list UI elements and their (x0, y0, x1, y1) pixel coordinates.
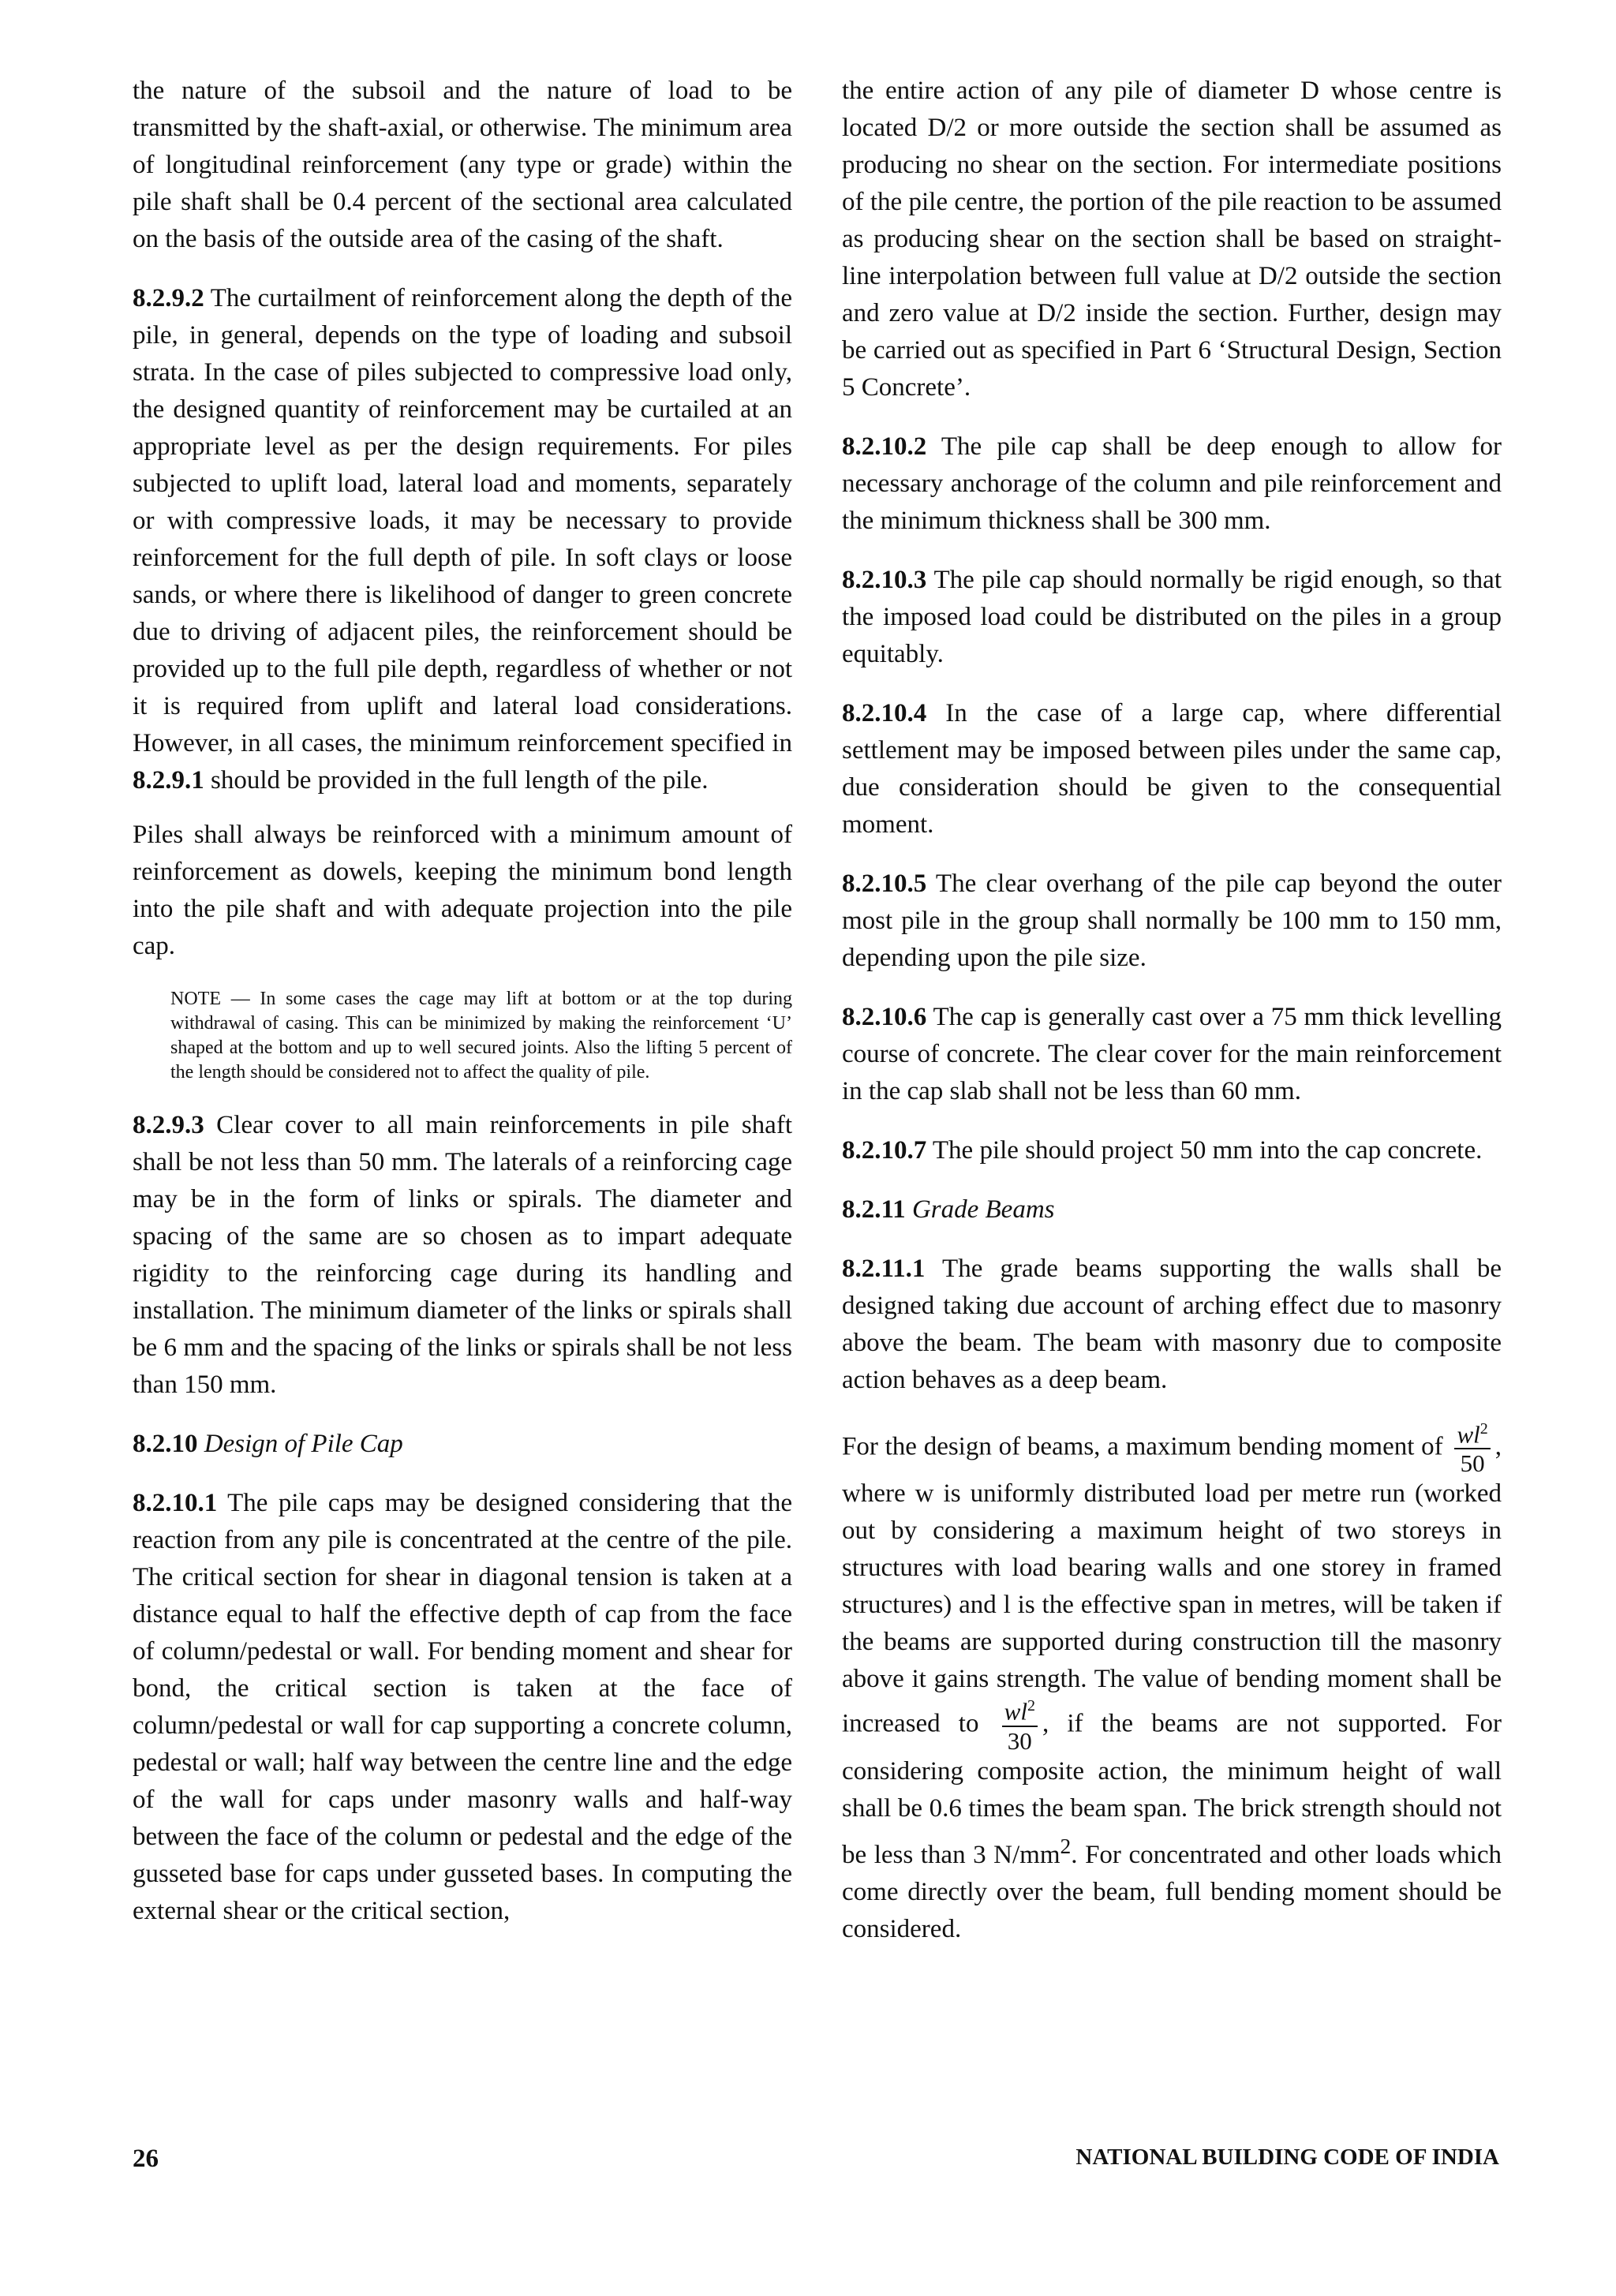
section-text: The pile caps may be designed considering that the reaction from any pile is concentrated at the centre of the pile. The critical section for shear in diagonal tension is taken at a distance equal to half the effective depth of cap from the face of column/pedestal or wall. For bending moment and shear for bond, the critical section is taken at the face of column/pedestal or wall for cap supporting a concrete column, pedestal or wall; half way between the centre line and the edge of the wall for caps under masonry walls and half-way between the face of the column or pedestal and the edge of the gusseted base for caps under gusseted bases. In computing the external shear or the critical section, (133, 1489, 792, 1925)
section-text: The pile cap shall be deep enough to allow for necessary anchorage of the column and pile reinforcement and the minimum thickness shall be 300 mm. (842, 432, 1502, 535)
section-8-2-10-4 (842, 695, 1502, 843)
section-8-2-10-7 (842, 1132, 1502, 1169)
section-text: The grade beams supporting the walls shall be designed taking due account of arching effect due to masonry above the beam. The beam with masonry due to composite action behaves as a deep beam. (842, 1255, 1502, 1394)
fraction-denominator: 30 (1007, 1726, 1032, 1755)
section-8-2-11-1 (842, 1251, 1502, 1399)
note: NOTE — In some cases the cage may lift at bottom or at the top during withdrawal of casing. This can be minimized by making the reinforcement ‘U’ shaped at the bottom and up to well secured joints. Also the lifting 5 percent of the length should be considered not to affect the quality of pile. (170, 989, 792, 1083)
section-8-2-10-2 (842, 428, 1502, 540)
beam-text: , if the beams are not supported. For considering composite action, the minimum height of wall shall be 0.6 times the beam span. The brick strength should not be less than 3 N/mm (842, 1709, 1502, 1869)
unit-exponent: 2 (1060, 1833, 1072, 1858)
section-number: 8.2.10.7 (842, 1136, 927, 1165)
paragraph-beam-design (842, 1421, 1502, 1948)
section-8-2-10-1 (133, 1485, 792, 1930)
section-number: 8.2.11.1 (842, 1255, 926, 1283)
beam-text: , where w is uniformly distributed load per metre run (worked out by considering a maximum height of two storeys in structures with load bearing walls and one storey in framed structures) and l is the effective span in metres, will be taken if the beams are supported during construction till the masonry above it gains strength. The value of bending moment shall be increased to (842, 1432, 1502, 1738)
section-text: In the case of a large cap, where differential settlement may be imposed between piles under the same cap, due consideration should be given to the consequential moment. (842, 699, 1502, 839)
section-8-2-10-6 (842, 999, 1502, 1110)
section-text: The pile cap should normally be rigid enough, so that the imposed load could be distributed on the piles in a group equitably. (842, 566, 1502, 668)
fraction-numerator (1454, 1421, 1490, 1449)
section-8-2-10-3 (842, 562, 1502, 673)
section-8-2-9-3 (133, 1107, 792, 1404)
section-reference: 8.2.9.1 (133, 766, 204, 795)
heading-8-2-11 (842, 1191, 1502, 1228)
numerator-exponent: 2 (1479, 1420, 1488, 1438)
section-title: Grade Beams (905, 1195, 1055, 1224)
section-title: Design of Pile Cap (197, 1430, 403, 1458)
section-number: 8.2.10 (133, 1430, 198, 1458)
beam-text: For the design of beams, a maximum bending moment of (842, 1432, 1450, 1461)
right-column (842, 73, 1502, 1948)
heading-8-2-10 (133, 1426, 792, 1463)
fraction-wl2-over-30 (1002, 1697, 1038, 1755)
page-number: 26 (133, 2145, 159, 2173)
section-text: should be provided in the full length of the pile. (204, 766, 709, 795)
section-text: The clear overhang of the pile cap beyond the outer most pile in the group shall normally be 100 mm to 150 mm, depending upon the pile size. (842, 869, 1502, 972)
section-number: 8.2.10.4 (842, 699, 927, 727)
section-number: 8.2.11 (842, 1195, 906, 1224)
section-text: Clear cover to all main reinforcements in pile shaft shall be not less than 50 mm. The laterals of a reinforcing cage may be in the form of links or spirals. The diameter and spacing of the same are so chosen as to impart adequate rigidity to the reinforcing cage during its handling and installation. The minimum diameter of the links or spirals shall be 6 mm and the spacing of the links or spirals shall be not less than 150 mm. (133, 1111, 792, 1399)
section-number: 8.2.9.3 (133, 1111, 204, 1139)
section-text: The pile should project 50 mm into the cap concrete. (926, 1136, 1483, 1165)
paragraph-dowels: Piles shall always be reinforced with a minimum amount of reinforcement as dowels, keeping the minimum bond length into the pile shaft and with adequate projection into the pile cap. (133, 821, 792, 960)
section-text: The curtailment of reinforcement along the depth of the pile, in general, depends on the type of loading and subsoil strata. In the case of piles subjected to compressive load only, the designed quantity of reinforcement may be curtailed at an appropriate level as per the design requirements. For piles subjected to uplift load, lateral load and moments, separately or with compressive loads, it may be necessary to provide reinforcement for the full depth of pile. In soft clays or loose sands, or where there is likelihood of danger to green concrete due to driving of adjacent piles, the reinforcement should be provided up to the full pile depth, regardless of whether or not it is required from uplift and lateral load considerations. However, in all cases, the minimum reinforcement specified in (133, 284, 792, 757)
fraction-denominator: 50 (1460, 1449, 1485, 1478)
section-number: 8.2.10.6 (842, 1003, 927, 1031)
numerator-text: wl (1457, 1420, 1480, 1449)
section-number: 8.2.10.5 (842, 869, 927, 898)
left-column (133, 73, 792, 1930)
running-footer: NATIONAL BUILDING CODE OF INDIA (1075, 2145, 1499, 2170)
section-number: 8.2.10.1 (133, 1489, 218, 1517)
section-8-2-10-5 (842, 866, 1502, 977)
section-number: 8.2.10.2 (842, 432, 927, 461)
fraction-wl2-over-50 (1454, 1420, 1490, 1478)
fraction-numerator (1002, 1698, 1038, 1726)
numerator-text: wl (1004, 1697, 1027, 1726)
paragraph-pile-action: the entire action of any pile of diameter D whose centre is located D/2 or more outside the section shall be assumed as producing no shear on the section. For intermediate positions of the pile centre, the portion of the pile reaction to be assumed as producing shear on the section shall be based on straight-line interpolation between full value at D/2 outside the section and zero value at D/2 inside the section. Further, design may be carried out as specified in Part 6 ‘Structural Design, Section 5 Concrete’. (842, 77, 1502, 402)
section-8-2-9-2 (133, 280, 792, 799)
section-text: The cap is generally cast over a 75 mm thick levelling course of concrete. The clear cover for the main reinforcement in the cap slab shall not be less than 60 mm. (842, 1003, 1502, 1105)
section-number: 8.2.10.3 (842, 566, 927, 594)
section-number: 8.2.9.2 (133, 284, 204, 312)
numerator-exponent: 2 (1027, 1697, 1035, 1715)
paragraph-subsoil: the nature of the subsoil and the nature of load to be transmitted by the shaft-axial, or otherwise. The minimum area of longitudinal reinforcement (any type or grade) within the pile shaft shall be 0.4 percent of the sectional area calculated on the basis of the outside area of the casing of the shaft. (133, 77, 792, 253)
beam-text: . For concentrated and other loads which come directly over the beam, full bending moment should be considered. (842, 1840, 1502, 1943)
